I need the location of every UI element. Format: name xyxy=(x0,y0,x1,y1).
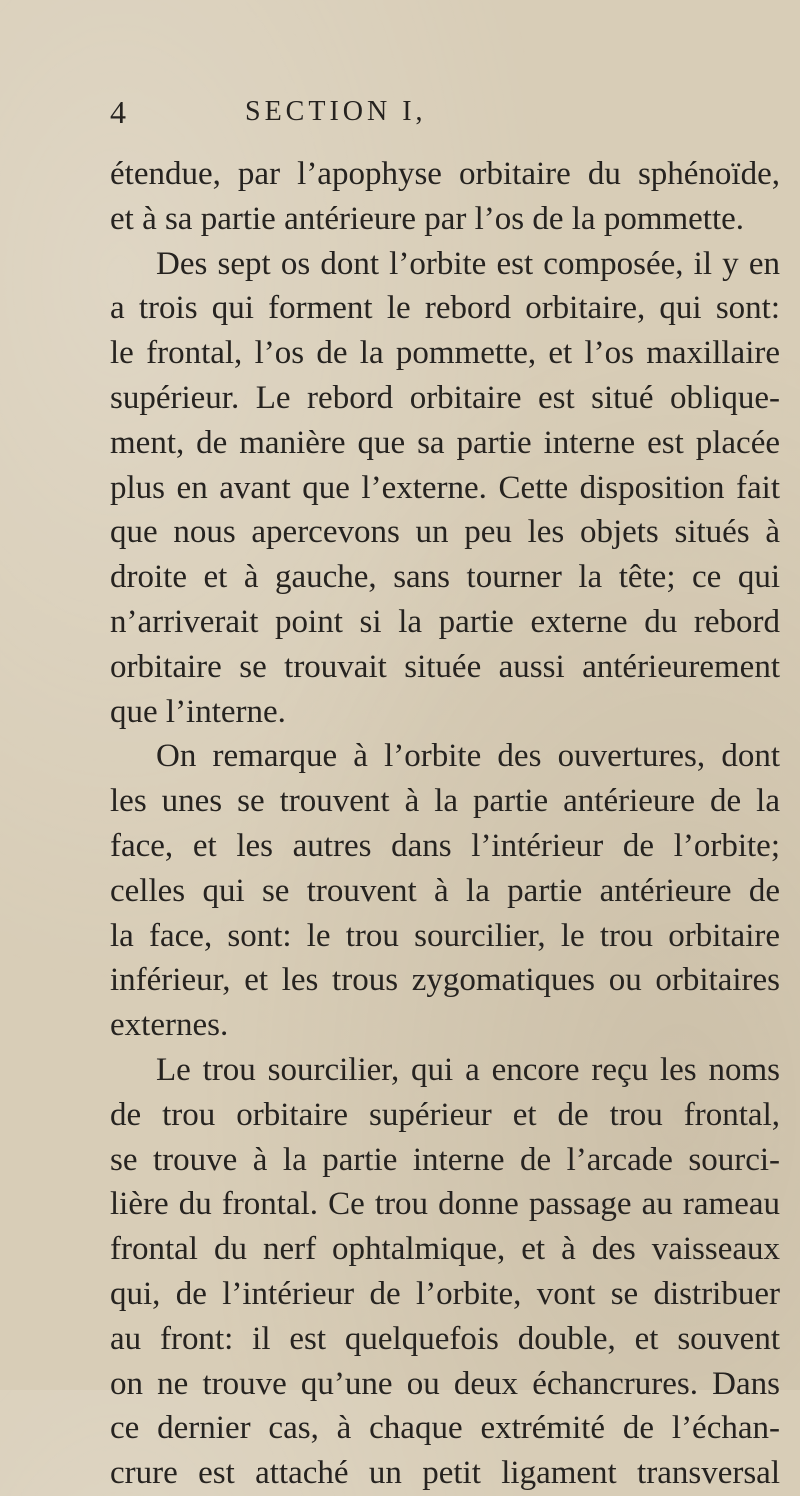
text-line: inférieur, et les trous zygomatiques ou orbitaires xyxy=(110,962,780,999)
text-line: qui, de l’intérieur de l’orbite, vont se distribuer xyxy=(110,1275,780,1312)
text-line: se trouve à la partie interne de l’arcade sourci- xyxy=(110,1141,780,1178)
text-line: et à sa partie antérieure par l’os de la pommette. xyxy=(110,200,745,237)
text-line: étendue, par l’apophyse orbitaire du sphénoïde, xyxy=(110,156,780,192)
text-line: Le trou sourcilier, qui a encore reçu les noms xyxy=(156,1051,780,1088)
text-line: frontal du nerf ophtalmique, et à des vaisseaux xyxy=(110,1231,780,1268)
text-line: face, et les autres dans l’intérieur de l’orbite; xyxy=(110,827,780,864)
text-line: on ne trouve qu’une ou deux échancrures. Dans xyxy=(110,1365,780,1402)
section-title: SECTION I, xyxy=(245,96,427,127)
running-head xyxy=(110,92,790,132)
text-line: Des sept os dont l’orbite est composée, il y en xyxy=(156,245,780,282)
text-line: ment, de manière que sa partie interne est placée xyxy=(110,424,780,461)
text-line: n’arriverait point si la partie externe du rebord xyxy=(110,603,780,640)
text-line: supérieur. Le rebord orbitaire est situé oblique- xyxy=(110,379,780,416)
body-text xyxy=(110,152,780,1496)
text-line: ce dernier cas, à chaque extrémité de l’échan- xyxy=(110,1410,780,1447)
text-line: externes. xyxy=(110,1007,229,1044)
text-line: celles qui se trouvent à la partie antérieure de xyxy=(110,872,780,909)
text-line: que l’interne. xyxy=(110,693,286,730)
text-line: plus en avant que l’externe. Cette disposition fait xyxy=(110,469,780,506)
text-line: le frontal, l’os de la pommette, et l’os maxillaire xyxy=(110,335,780,372)
text-line: On remarque à l’orbite des ouvertures, dont xyxy=(156,738,780,775)
text-line: orbitaire se trouvait située aussi antérieurement xyxy=(110,648,780,685)
text-line: les unes se trouvent à la partie antérieure de la xyxy=(110,783,780,820)
text-line: la face, sont: le trou sourcilier, le trou orbitaire xyxy=(110,917,780,954)
text-line: au front: il est quelquefois double, et souvent xyxy=(110,1320,780,1357)
text-line: droite et à gauche, sans tourner la tête; ce qui xyxy=(110,559,780,596)
page-number: 4 xyxy=(110,94,126,130)
text-line: crure est attaché un petit ligament transversal xyxy=(110,1455,780,1492)
text-line: que nous apercevons un peu les objets situés à xyxy=(110,514,780,551)
text-line: a trois qui forment le rebord orbitaire, qui sont: xyxy=(110,290,780,327)
text-line: de trou orbitaire supérieur et de trou frontal, xyxy=(110,1096,780,1133)
text-line: lière du frontal. Ce trou donne passage au rameau xyxy=(110,1186,780,1223)
